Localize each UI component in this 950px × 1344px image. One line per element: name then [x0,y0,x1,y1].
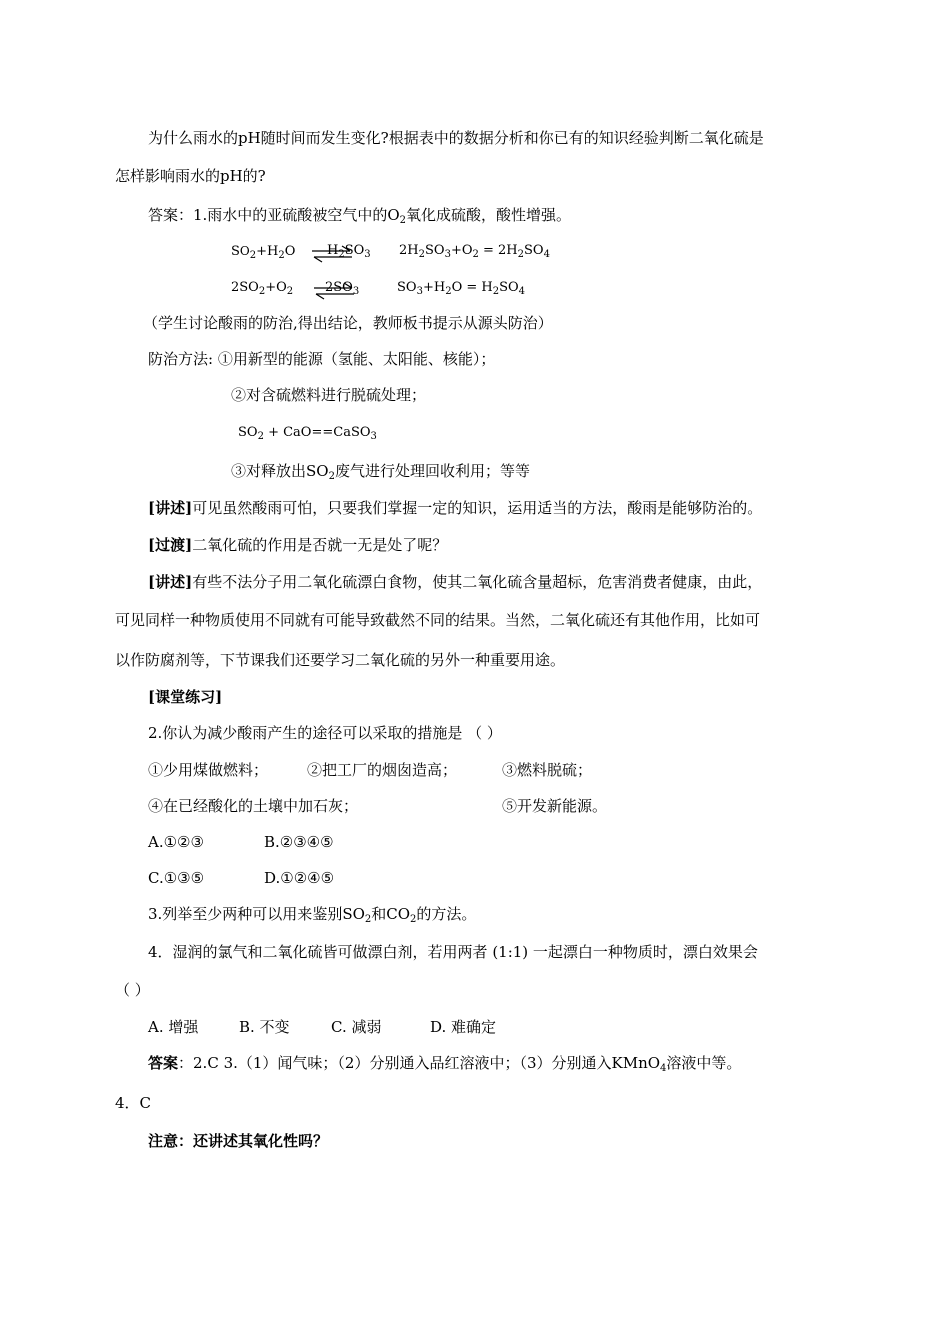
question-2-opt-3: ③燃料脱硫； [502,761,593,779]
lecture-1: [讲述]可见虽然酸雨可怕，只要我们掌握一定的知识，运用适当的方法，酸雨是能够防治的。 [148,499,763,517]
question-line-1: 为什么雨水的pH随时间而发生变化?根据表中的数据分析和你已有的知识经验判断二氧化硫是 [148,129,764,147]
question-2-stem: 2.你认为减少酸雨产生的途径可以采取的措施是 （ ） [148,724,502,742]
lecture-2-line-1: [讲述]有些不法分子用二氧化硫漂白食物，使其二氧化硫含量超标，危害消费者健康，由此， [148,573,763,591]
answer-1 [148,205,571,225]
prevention-reaction: $SO_2$ + CaO==CaSO$_3$ [238,425,377,442]
lecture-2-line-2: 可见同样一种物质使用不同就有可能导致截然不同的结果。当然，二氧化硫还有其他作用，比如可 [115,611,761,629]
question-4-stem: 4．湿润的氯气和二氧化硫皆可做漂白剂，若用两者 (1:1) 一起漂白一种物质时，漂白效果会 [148,943,758,961]
lecture-tag: [讲述] [148,499,193,517]
equation-3-left: $2SO_2+O_2$ [231,280,294,297]
transition: [过渡]二氧化硫的作用是否就一无是处了呢？ [148,536,448,554]
equation-3-right: $2SO_3$ [325,280,360,297]
answer-1-prefix: 答案：1.雨水中的亚硫酸被空气中的O [148,206,400,224]
practice-title: [课堂练习] [148,688,223,706]
answer-1-sub: 2 [399,215,406,226]
note: 注意：还讲述其氧化性吗？ [148,1132,329,1150]
answers-line-2: 4．C [115,1094,152,1112]
lecture-2-line-3: 以作防腐剂等，下节课我们还要学习二氧化硫的另外一种重要用途。 [115,651,566,669]
question-2-choice-a: A.①②③ [148,833,204,851]
question-2-opt-4: ④在已经酸化的土壤中加石灰； [148,797,359,815]
question-4-paren: （ ） [115,981,150,999]
lecture-tag: [讲述] [148,573,193,591]
answers: 答案：2.C 3.（1）闻气味；（2）分别通入品红溶液中；（3）分别通入KMnO$_4$溶液中等。 [148,1054,742,1074]
question-2-choice-c: C.①③⑤ [148,869,205,887]
question-2-opt-5: ⑤开发新能源。 [502,797,608,815]
equation-1-right: $H_2SO_3$ [327,243,371,260]
question-2-opt-2: ②把工厂的烟囱造高； [307,761,458,779]
question-2-opt-1: ①少用煤做燃料； [148,761,269,779]
prevention-item-3: ③对释放出$SO_2$废气进行处理回收利用；等等 [231,462,530,482]
question-3: 3.列举至少两种可以用来鉴别$SO_2$和$CO_2$的方法。 [148,905,477,925]
answer-1-suffix: 氧化成硫酸，酸性增强。 [406,206,572,224]
prevention-item-2: ②对含硫燃料进行脱硫处理； [231,386,427,404]
question-4-choice-c: C. 减弱 [331,1018,382,1036]
equation-4: $SO_3+H_2O = H_2SO_4$ [397,280,526,297]
equation-1-left: $SO_2+H_2O$ [231,244,296,261]
question-4-choice-a: A. 增强 [148,1018,199,1036]
question-2-choice-b: B.②③④⑤ [264,833,334,851]
question-4-choice-b: B. 不变 [239,1018,290,1036]
question-2-choice-d: D.①②④⑤ [264,869,335,887]
prevention-methods: 防治方法: ①用新型的能源（氢能、太阳能、核能）； [148,350,496,368]
equation-2: $2H_2SO_3+O_2 = 2H_2SO_4$ [399,243,550,260]
discussion-note: （学生讨论酸雨的防治,得出结论，教师板书提示从源头防治） [143,314,553,332]
question-line-2: 怎样影响雨水的pH的? [115,167,266,185]
question-4-choice-d: D. 难确定 [430,1018,497,1036]
transition-tag: [过渡] [148,536,193,554]
answers-tag: 答案 [148,1054,179,1072]
